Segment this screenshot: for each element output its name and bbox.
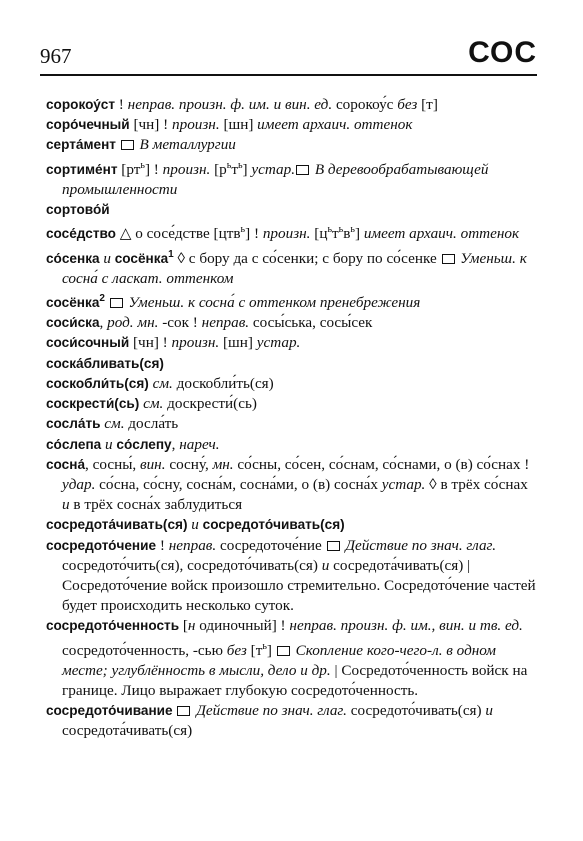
entry-text: доскрести́(сь) (163, 395, 257, 413)
definition-box-icon (277, 646, 290, 656)
entry-text: одиночный] ! (195, 617, 290, 635)
dictionary-entry (46, 135, 537, 155)
entry-text: в (343, 225, 351, 243)
entry-note: неправ. произн. ф. им., вин. и тв. ед. (289, 617, 523, 635)
entry-text: ] (242, 160, 252, 178)
dictionary-entry (46, 616, 537, 701)
entry-note: и (485, 702, 493, 720)
dictionary-entry (46, 354, 537, 374)
entry-note: см. (148, 374, 173, 392)
entry-note: произн. (172, 116, 220, 134)
entry-text: [чн] ! (129, 334, 172, 352)
entry-headword: сосна́ (46, 456, 86, 472)
dictionary-entry (46, 435, 537, 455)
softness-mark: ь (350, 224, 355, 236)
entry-text: [шн] (219, 334, 257, 352)
softness-mark: ь (262, 640, 267, 652)
entry-headword: сорокоу́ст (46, 97, 115, 112)
entry-headword: со́слепа (46, 436, 102, 452)
entry-text: , (99, 314, 108, 332)
entry-text: со́сны, со́сен, со́снам, со́снами, о (в) со́снах ! (233, 455, 530, 473)
dictionary-entry (46, 394, 537, 414)
entry-text: [чн] ! (129, 116, 172, 134)
entry-text: сосредота́чивать(ся) (62, 722, 193, 740)
entry-headword: сосе́дство (46, 226, 116, 242)
entry-text: [шн] (219, 116, 258, 134)
entry-headword: сосредото́чивание (46, 703, 173, 719)
entry-text: ◊ с бору да с со́сенки; с бору по со́сенке (173, 249, 441, 267)
entry-note: нареч. (179, 435, 220, 453)
entry-headword: со́сенка (46, 250, 100, 266)
entry-note: Действие по знач. глаг. (196, 702, 347, 720)
dictionary-entry (46, 156, 537, 200)
softness-mark: ь (140, 159, 145, 171)
entry-text: сосредото́ченность, -сью (62, 641, 227, 659)
entry-text: △ о сосе́дстве [цтв (115, 225, 241, 243)
definition-box-icon (442, 254, 455, 264)
dictionary-entry (46, 95, 537, 115)
entry-note: произн. (162, 160, 211, 178)
entry-note: В металлургии (139, 136, 236, 154)
entry-text: сосы́ська, сосы́сек (249, 314, 373, 332)
dictionary-entry (46, 515, 537, 535)
dictionary-entry (46, 455, 537, 516)
entry-note: без (226, 641, 247, 659)
entry-text: ] (354, 225, 364, 243)
entry-headword: сосредото́ченность (46, 618, 180, 634)
dictionary-entry (46, 414, 537, 434)
entry-headword: соси́ска (46, 315, 100, 331)
entry-note: см. (139, 395, 164, 413)
entry-text: ◊ в трёх со́снах (425, 475, 528, 493)
entry-text: доскобли́ть(ся) (172, 374, 274, 392)
softness-mark: ь (237, 159, 243, 171)
entry-text: досла́ть (124, 415, 179, 433)
entry-text: т (332, 225, 339, 243)
header-rule (40, 74, 537, 76)
entry-text: [т] (417, 96, 438, 113)
variant-headword: сосёнка (114, 250, 169, 266)
entry-text: -сок ! (158, 314, 202, 332)
entry-text: сосредоточе́ние (216, 536, 326, 554)
entry-note: удар. (62, 475, 96, 493)
entry-note: вин. (140, 455, 166, 473)
definition-box-icon (177, 706, 190, 716)
entry-text: [т (246, 641, 263, 659)
entry-text: сосну́, (165, 455, 213, 473)
definition-box-icon (296, 165, 309, 175)
homonym-number: 1 (168, 248, 174, 260)
page-header (40, 36, 537, 76)
dictionary-entry (46, 701, 537, 741)
entry-text: сосредото́чивать(ся) (346, 702, 486, 720)
definition-box-icon (327, 541, 340, 551)
entry-headword: соси́сочный (46, 335, 130, 351)
entry-headword: сосла́ть (46, 416, 101, 432)
entry-text: т (231, 160, 238, 178)
entry-text: ] (266, 641, 276, 659)
entry-headword: соскрести́(сь) (46, 396, 140, 412)
entry-note: устар. (251, 160, 296, 178)
entry-note: неправ. (168, 536, 217, 554)
entry-note: мн. (212, 455, 234, 473)
dictionary-entry (46, 245, 537, 289)
entry-text: [рт (117, 160, 141, 178)
page-number: 967 (40, 44, 72, 68)
softness-mark: ь (327, 224, 333, 236)
entry-text: ! (115, 96, 128, 113)
entry-headword: сосёнка (46, 295, 100, 311)
entry-text: сосредото́чить(ся), сосредото́чивать(ся) (62, 556, 322, 574)
entry-text: в трёх сосна́х заблудиться (69, 496, 243, 514)
variant-headword: со́слепу (116, 436, 172, 452)
entry-note: и (101, 435, 117, 453)
dictionary-entries (46, 95, 537, 742)
entry-text: ! (156, 536, 169, 554)
entry-note: Уменьш. к сосна́ с ласкат. оттенком (62, 249, 527, 287)
variant-headword: сосредото́чивать(ся) (202, 517, 345, 533)
entry-note: неправ. (201, 314, 250, 332)
dictionary-entry (46, 374, 537, 394)
dictionary-entry (46, 536, 537, 617)
entry-note: и (321, 556, 330, 574)
entry-headword: сосредота́чивать(ся) (46, 517, 188, 533)
entry-note: устар. (256, 334, 301, 352)
entry-note: Действие по знач. глаг. (345, 536, 497, 554)
entry-headword: сортиме́нт (46, 161, 118, 177)
dictionary-entry (46, 313, 537, 333)
entry-note: и (62, 496, 70, 514)
entry-note: и (99, 249, 115, 267)
entry-note: неправ. произн. ф. им. и вин. ед. (127, 96, 333, 113)
running-head: СОС (468, 36, 537, 69)
entry-note: имеет архаич. оттенок (257, 116, 413, 134)
entry-note: без (397, 96, 418, 113)
softness-mark: ь (240, 224, 246, 236)
entry-note: устар. (381, 475, 426, 493)
entry-note: см. (100, 415, 125, 433)
entry-headword: серта́мент (46, 137, 116, 153)
entry-text: , сосны́, (85, 455, 140, 473)
softness-mark: ь (338, 224, 344, 236)
entry-note: произн. (262, 225, 311, 243)
homonym-number: 2 (99, 293, 105, 305)
entry-note: и (187, 516, 203, 534)
entry-text: со́сна, со́сну, сосна́м, сосна́ми, о (в) сосна́х (95, 475, 382, 493)
dictionary-entry (46, 115, 537, 135)
dictionary-entry (46, 289, 537, 313)
entry-note: Уменьш. к сосна́ с оттенком пренебрежения (128, 294, 421, 312)
entry-note: произн. (171, 334, 220, 352)
definition-box-icon (110, 298, 123, 308)
definition-box-icon (121, 140, 134, 150)
entry-headword: сортово́й (46, 202, 110, 218)
entry-text: , (171, 435, 180, 453)
entry-text: [ (179, 617, 188, 635)
softness-mark: ь (226, 159, 232, 171)
entry-text: [ц (310, 225, 328, 243)
entry-note: имеет архаич. оттенок (363, 225, 520, 243)
entry-text: [р (210, 160, 227, 178)
dictionary-entry (46, 333, 537, 353)
entry-note: Скопление кого-чего-л. в одном месте; углублённость в мысли, дело и др. (62, 641, 496, 679)
entry-note: н (187, 617, 196, 635)
entry-note: В деревообрабатывающей промышленности (62, 160, 489, 198)
dictionary-entry (46, 220, 537, 244)
entry-text: ] ! (144, 160, 163, 178)
entry-text: сосредота́чивать(ся) | Сосредото́чение войск произошло стремительно. Сосредото́чение частей будет происходить несколько суток. (62, 556, 536, 615)
entry-text: сорокоу́с (332, 96, 398, 113)
entry-text: ] ! (245, 225, 263, 243)
entry-text: | Сосредото́ченность войск на границе. Лицо выражает глубокую сосредото́ченность. (62, 661, 528, 699)
entry-headword: соро́чечный (46, 117, 130, 133)
entry-headword: соска́бливать(ся) (46, 355, 164, 371)
entry-headword: сосредото́чение (46, 537, 157, 553)
entry-headword: соскобли́ть(ся) (46, 375, 149, 391)
entry-note: род. мн. (107, 314, 159, 332)
dictionary-entry (46, 200, 537, 220)
